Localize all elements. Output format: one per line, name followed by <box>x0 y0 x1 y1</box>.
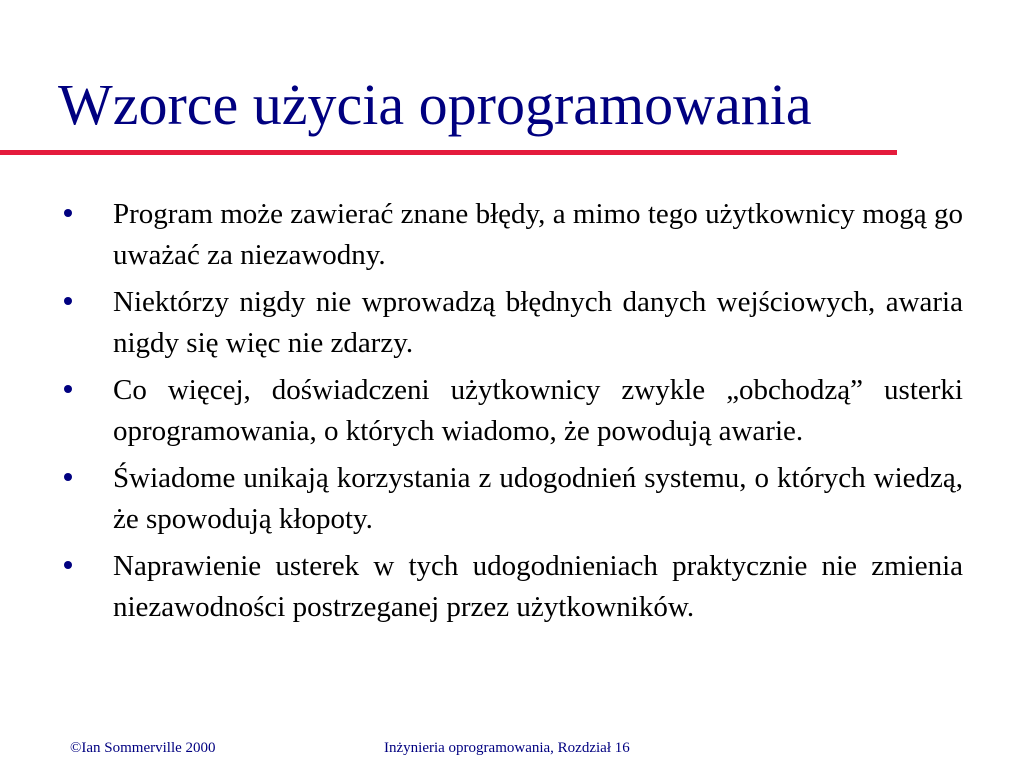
bullet-dot-icon <box>64 385 72 393</box>
bullet-text: Co więcej, doświadczeni użytkownicy zwykle „obchodzą” usterki oprogramowania, o których wiadomo, że powodują awarie. <box>113 374 963 447</box>
bullet-item <box>0 370 963 452</box>
slide-title: Wzorce użycia oprogramowania <box>58 72 812 137</box>
footer-book-title: Inżynieria oprogramowania, Rozdział 16 <box>384 740 630 756</box>
title-divider <box>0 150 897 155</box>
bullet-dot-icon <box>64 561 72 569</box>
bullet-dot-icon <box>64 473 72 481</box>
bullet-list <box>0 194 963 634</box>
bullet-item <box>0 546 963 628</box>
bullet-item <box>0 282 963 364</box>
bullet-item <box>0 458 963 540</box>
bullet-text: Program może zawierać znane błędy, a mimo tego użytkownicy mogą go uważać za niezawodny. <box>113 198 963 271</box>
bullet-item <box>0 194 963 276</box>
bullet-text: Niektórzy nigdy nie wprowadzą błędnych danych wejściowych, awaria nigdy się więc nie zdarzy. <box>113 286 963 359</box>
bullet-text: Świadome unikają korzystania z udogodnień systemu, o których wiedzą, że spowodują kłopoty. <box>113 462 963 535</box>
bullet-text: Naprawienie usterek w tych udogodnieniach praktycznie nie zmienia niezawodności postrzeganej przez użytkowników. <box>113 550 963 623</box>
footer-copyright: ©Ian Sommerville 2000 <box>70 740 216 756</box>
bullet-dot-icon <box>64 297 72 305</box>
bullet-dot-icon <box>64 209 72 217</box>
